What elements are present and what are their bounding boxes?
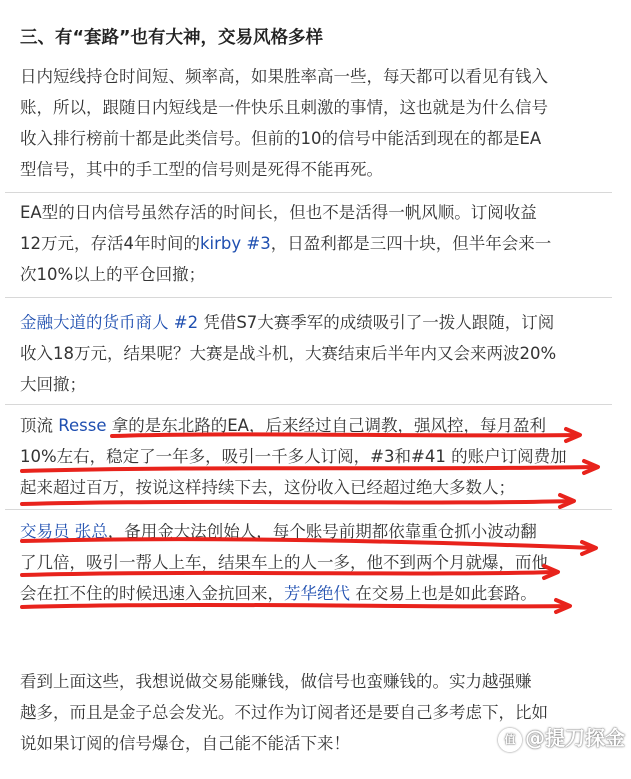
text-line: 日内短线持仓时间短、频率高，如果胜率高一些，每天都可以看见有钱入 xyxy=(20,67,548,86)
divider xyxy=(5,297,612,298)
text-line: 说如果订阅的信号爆仓，自己能不能活下来！ xyxy=(20,734,350,753)
link-fanghua-juedai[interactable]: 芳华绝代 xyxy=(284,584,350,603)
text-line: 次10%以上的平仓回撤； xyxy=(20,265,206,284)
text-segment: 会在扛不住的时候迅速入金抗回来， xyxy=(20,584,284,603)
watermark-text: @提刀探金 xyxy=(525,726,625,750)
paragraph-currency-trader xyxy=(20,307,602,400)
paragraph-trader-zhang xyxy=(20,516,602,609)
text-segment: 顶流 xyxy=(20,416,59,435)
text-segment: 凭借S7大赛季军的成绩吸引了一拨人跟随，订阅 xyxy=(198,313,555,332)
text-segment: 拿的是东北路的EA，后来经过自己调教，强风控，每月盈利 xyxy=(106,416,546,435)
text-segment: 在交易上也是如此套路。 xyxy=(350,584,537,603)
link-resse[interactable]: Resse xyxy=(58,416,107,435)
link-kirby-3[interactable]: kirby #3 xyxy=(200,234,271,253)
text-segment: ，备用金大法创始人，每个账号前期都依靠重仓抓小波动翻 xyxy=(107,522,537,541)
text-line xyxy=(20,228,602,259)
link-trader-zhang[interactable]: 交易员 张总 xyxy=(20,522,108,541)
text-line: 10%左右，稳定了一年多，吸引一千多人订阅，#3和#41 的账户订阅费加 xyxy=(20,447,567,466)
text-line: 型信号，其中的手工型的信号则是死得不能再死。 xyxy=(20,160,383,179)
source-watermark xyxy=(498,722,625,752)
divider xyxy=(5,509,612,510)
text-line: 起来超过百万，按说这样持续下去，这份收入已经超过绝大多数人； xyxy=(20,478,515,497)
text-line xyxy=(20,516,602,547)
text-line: 越多，而且是金子总会发光。不过作为订阅者还是要自己多考虑下，比如 xyxy=(20,703,548,722)
divider xyxy=(5,192,612,193)
brand-logo-icon: 值 xyxy=(498,728,522,752)
text-line xyxy=(20,307,602,338)
text-line: 收入排行榜前十都是此类信号。但前的10的信号中能活到现在的都是EA xyxy=(20,129,542,148)
text-line: 账，所以，跟随日内短线是一件快乐且刺激的事情，这也就是为什么信号 xyxy=(20,98,548,117)
paragraph-ea-signal xyxy=(20,197,602,290)
text-segment: 12万元，存活4年时间的 xyxy=(20,234,200,253)
divider xyxy=(5,404,612,405)
paragraph-intraday-intro xyxy=(20,61,602,185)
section-heading: 三、有“套路”也有大神，交易风格多样 xyxy=(20,28,324,48)
text-line xyxy=(20,410,602,441)
text-line xyxy=(20,578,602,609)
link-currency-trader-2[interactable]: 金融大道的货币商人 #2 xyxy=(20,313,199,332)
paragraph-resse xyxy=(20,410,602,503)
text-line: 看到上面这些，我想说做交易能赚钱，做信号也蛮赚钱的。实力越强赚 xyxy=(20,672,532,691)
text-line: 了几倍，吸引一帮人上车，结果车上的人一多，他不到两个月就爆，而他 xyxy=(20,553,548,572)
text-line: EA型的日内信号虽然存活的时间长，但也不是活得一帆风顺。订阅收益 xyxy=(20,203,537,222)
text-line: 收入18万元，结果呢？大赛是战斗机，大赛结束后半年内又会来两波20% xyxy=(20,344,557,363)
text-line: 大回撤； xyxy=(20,375,86,394)
text-segment: ，日盈利都是三四十块，但半年会来一 xyxy=(270,234,552,253)
